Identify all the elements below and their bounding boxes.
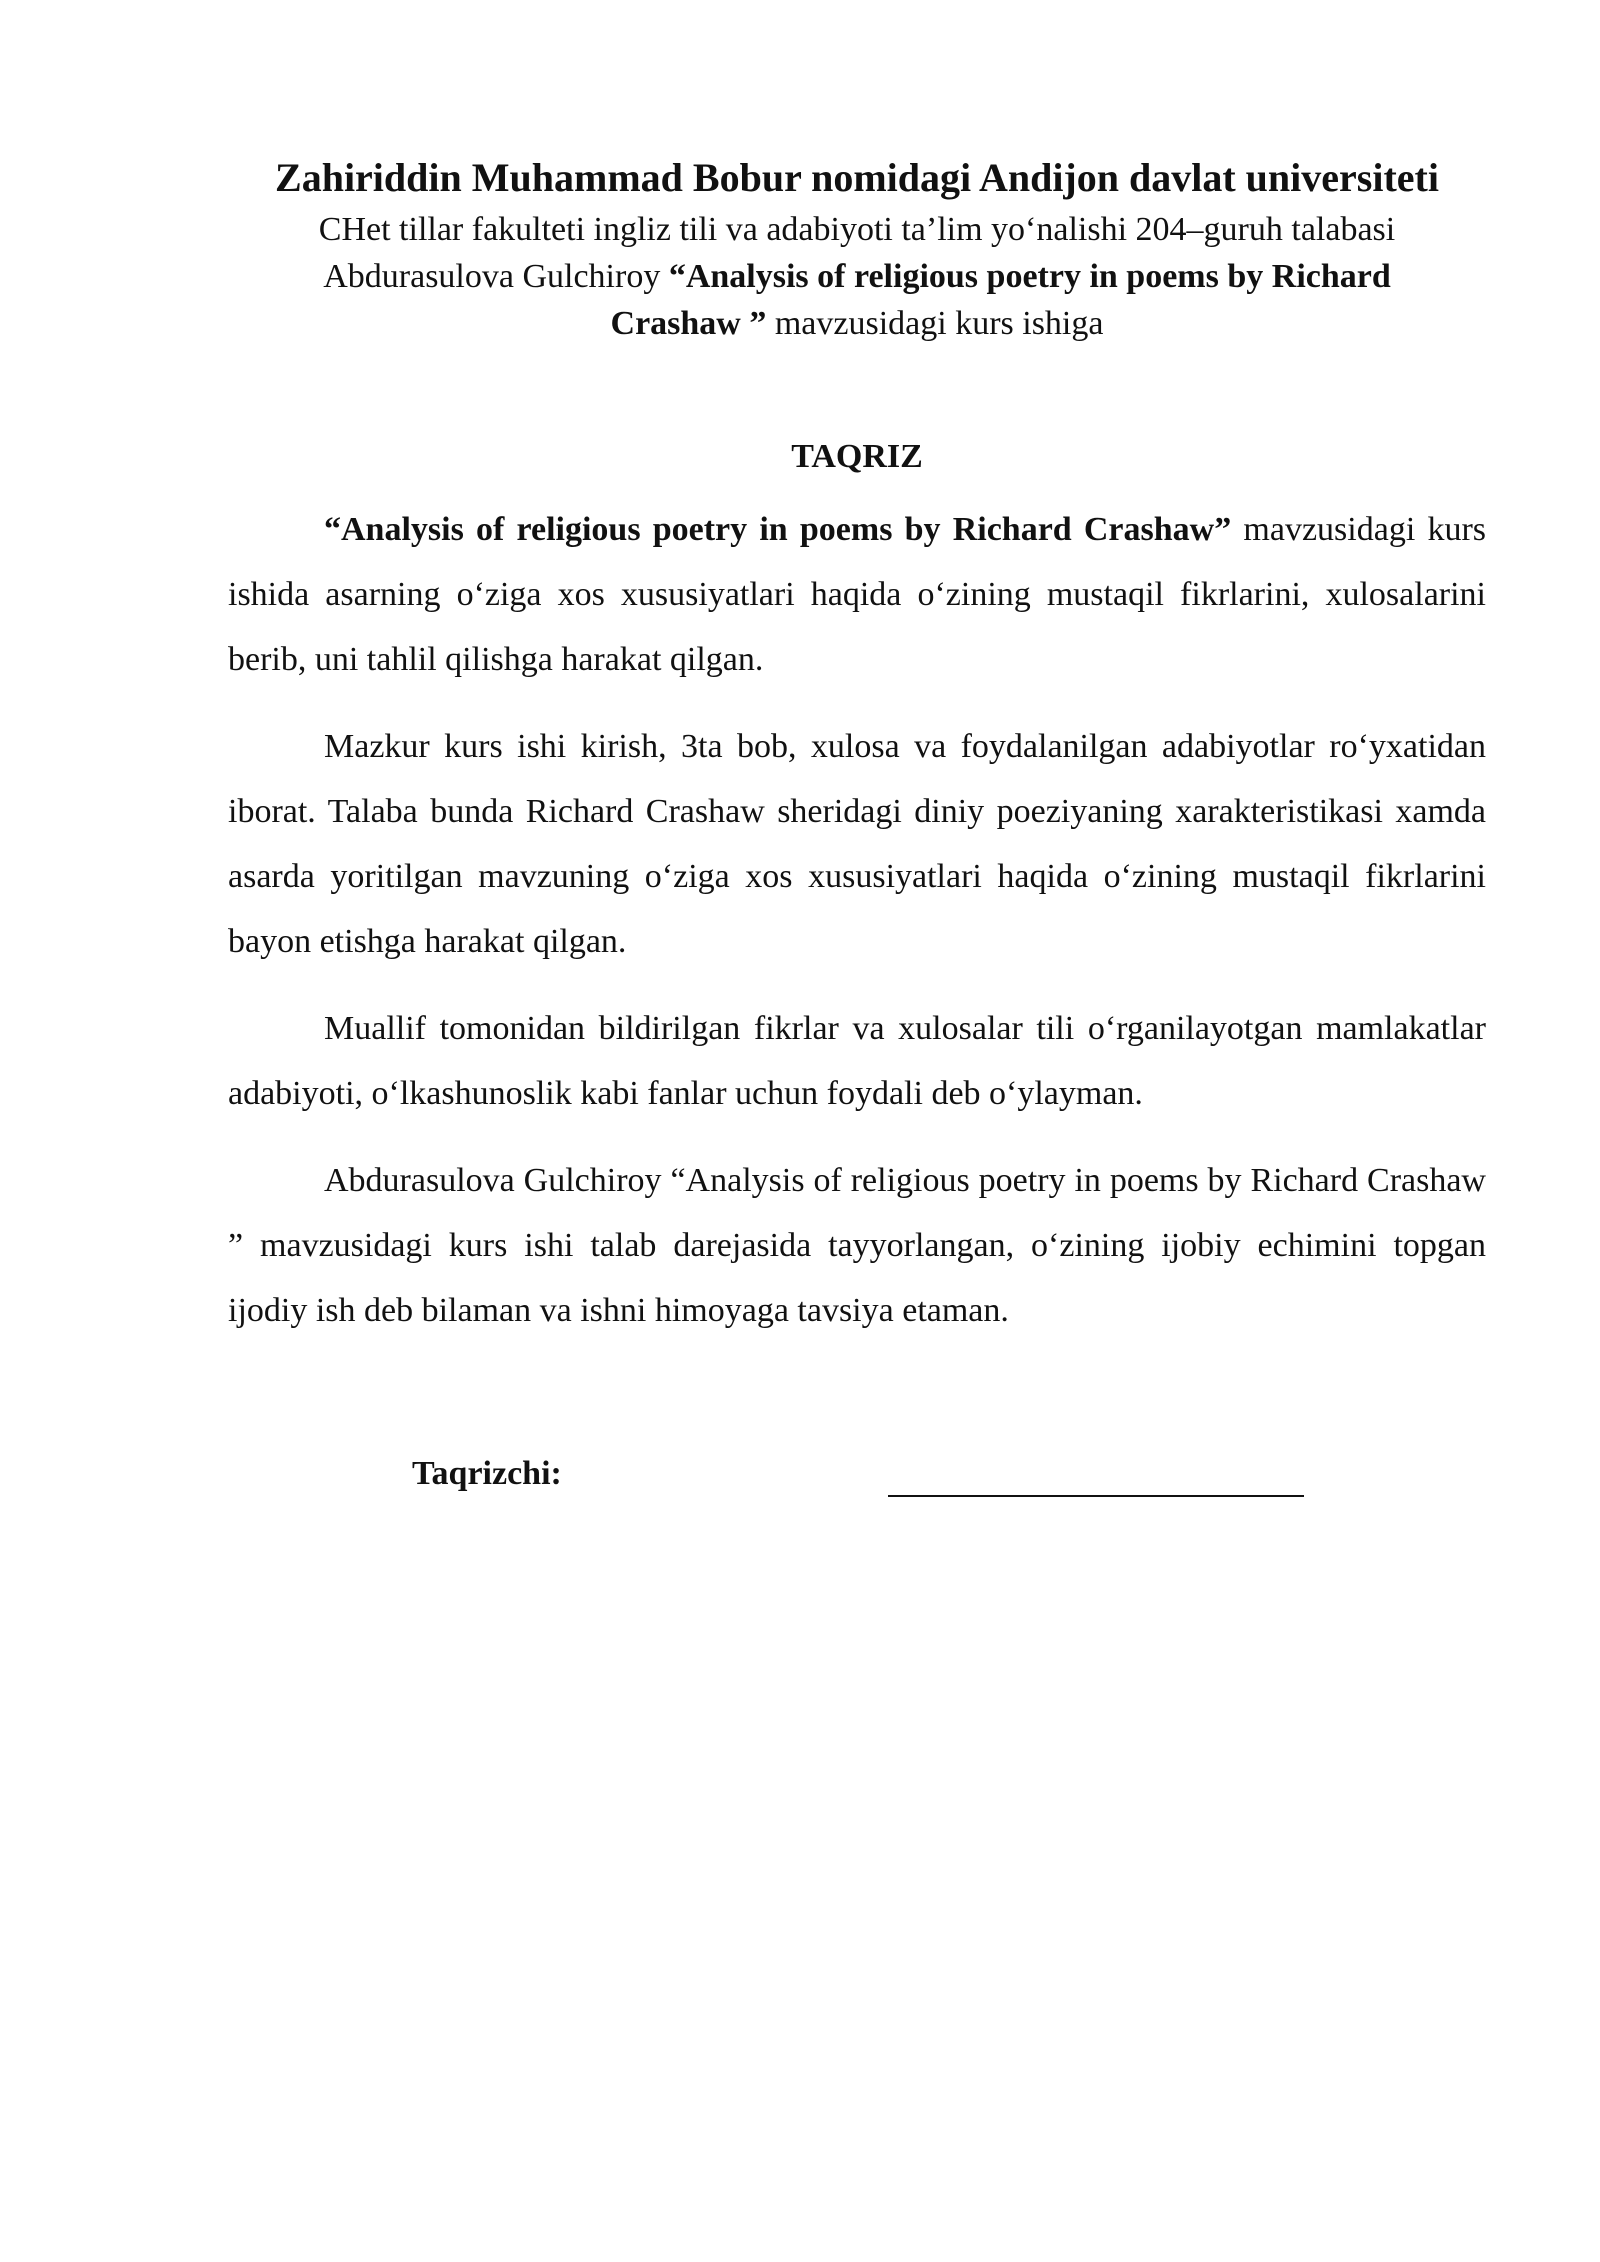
signature-block [228,1455,1486,1515]
document-page [228,150,1487,1492]
review-paragraph-4: Abdurasulova Gulchiroy “Analysis of religious poetry in poems by Richard Crashaw ” mavzusidagi kurs ishi talab darejasida tayyorlangan, o‘zining ijobiy echimini topgan ijodiy ish deb bilaman va ishni himoyaga tavsiya etaman. [228,1162,1486,1329]
student-topic-line [228,253,1486,300]
review-paragraph-1 [228,497,1486,692]
topic-suffix: mavzusidagi kurs ishiga [774,305,1104,342]
review-title: TAQRIZ [791,438,923,475]
topic-continuation-line [228,300,1486,347]
topic-title-part1: “Analysis of religious poetry in poems by Richard [668,258,1391,295]
university-name: Zahiriddin Muhammad Bobur nomidagi Andijon davlat universiteti [275,155,1439,200]
reviewer-label: Taqrizchi: [412,1455,562,1492]
document-header [228,150,1486,347]
student-name: Abdurasulova Gulchiroy [323,258,661,295]
faculty-line: CHet tillar fakulteti ingliz tili va adabiyoti ta’lim yo‘nalishi 204–guruh talabasi [318,211,1396,248]
review-paragraph-2: Mazkur kurs ishi kirish, 3ta bob, xulosa va foydalanilgan adabiyotlar ro‘yxatidan iborat. Talaba bunda Richard Crashaw sheridagi diniy poeziyaning xarakteristikasi xamda asarda yoritilgan mavzuning o‘ziga xos xususiyatlari haqida o‘zining mustaqil fikrlarini bayon etishga harakat qilgan. [228,728,1486,960]
review-paragraph-3: Muallif tomonidan bildirilgan fikrlar va xulosalar tili o‘rganilayotgan mamlakatlar adabiyoti, o‘lkashunoslik kabi fanlar uchun foydali deb o‘ylayman. [228,1010,1486,1112]
review-paragraph-1-text: mavzusidagi kurs ishida asarning o‘ziga xos xususiyatlari haqida o‘zining mustaqil fikrlarini, xulosalarini berib, uni tahlil qilishga harakat qilgan. [228,511,1487,678]
signature-line [888,1495,1304,1497]
review-topic-bold: “Analysis of religious poetry in poems by Richard Crashaw” [324,511,1232,548]
topic-title-part2: Crashaw ” [610,305,767,342]
